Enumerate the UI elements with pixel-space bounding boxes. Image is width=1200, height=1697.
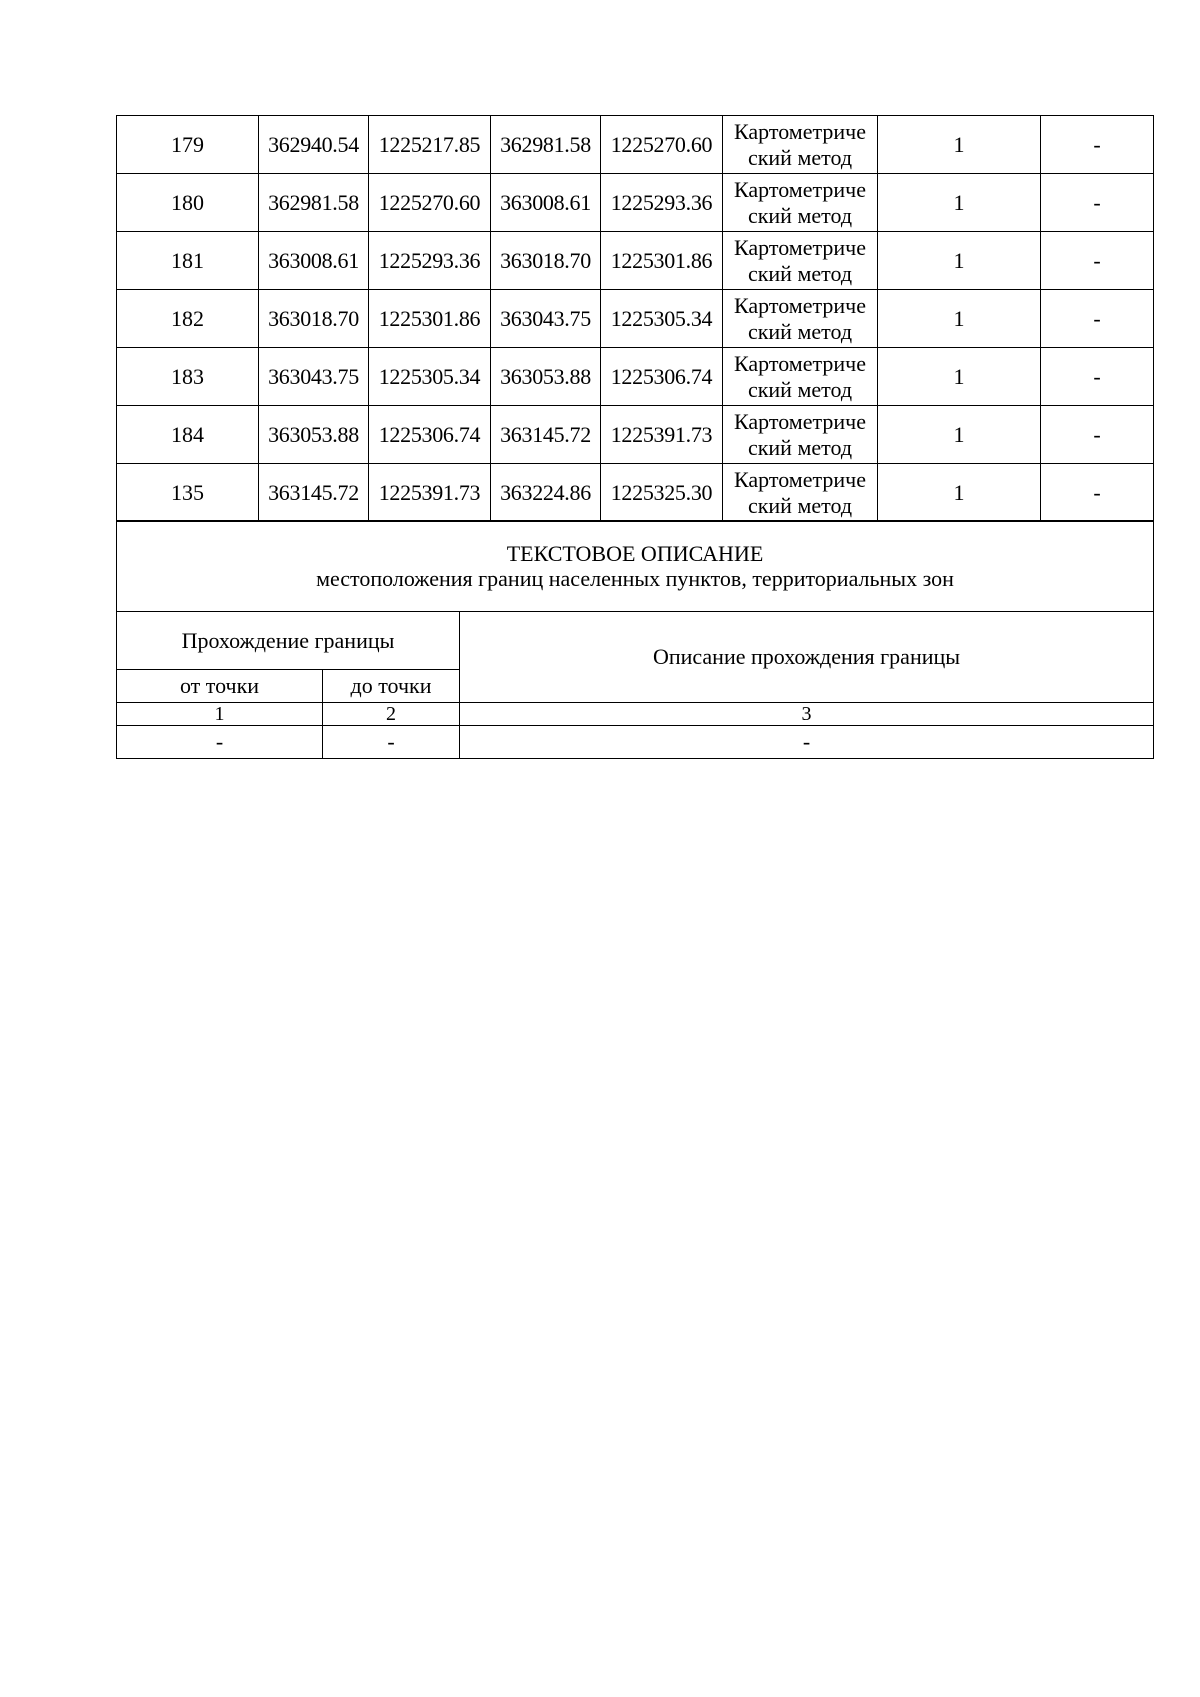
point-number-cell: 184 <box>117 406 259 464</box>
point-number-cell: 135 <box>117 464 259 522</box>
y-end-cell: 1225391.73 <box>601 406 723 464</box>
x-start-cell: 363018.70 <box>259 290 369 348</box>
y-start-cell: 1225305.34 <box>369 348 491 406</box>
method-line-1: Картометриче <box>734 177 866 203</box>
to-point-header: до точки <box>323 670 460 703</box>
note-cell: - <box>1041 406 1154 464</box>
method-line-1: Картометриче <box>734 119 866 145</box>
column-number-row <box>117 703 1154 726</box>
accuracy-cell: 1 <box>878 406 1041 464</box>
method-cell <box>723 174 878 232</box>
point-number-cell: 183 <box>117 348 259 406</box>
method-line-2: ский метод <box>747 318 853 344</box>
x-start-cell: 363043.75 <box>259 348 369 406</box>
table-row <box>117 174 1154 232</box>
y-end-cell: 1225325.30 <box>601 464 723 522</box>
y-end-cell: 1225293.36 <box>601 174 723 232</box>
boundary-passage-header: Прохождение границы <box>117 612 460 670</box>
point-number-cell: 180 <box>117 174 259 232</box>
accuracy-cell: 1 <box>878 174 1041 232</box>
method-cell <box>723 232 878 290</box>
y-end-cell: 1225270.60 <box>601 116 723 174</box>
column-number-3: 3 <box>460 703 1154 726</box>
x-start-cell: 362940.54 <box>259 116 369 174</box>
table-row <box>117 726 1154 759</box>
to-point-cell: - <box>323 726 460 759</box>
boundary-description-table <box>116 520 1154 759</box>
method-line-1: Картометриче <box>734 467 866 493</box>
table-row <box>117 232 1154 290</box>
note-cell: - <box>1041 348 1154 406</box>
method-cell <box>723 464 878 522</box>
method-line-2: ский метод <box>747 144 853 170</box>
x-start-cell: 362981.58 <box>259 174 369 232</box>
description-cell: - <box>460 726 1154 759</box>
coordinates-table-body <box>117 116 1154 522</box>
method-cell <box>723 290 878 348</box>
method-line-1: Картометриче <box>734 409 866 435</box>
point-number-cell: 182 <box>117 290 259 348</box>
accuracy-cell: 1 <box>878 116 1041 174</box>
accuracy-cell: 1 <box>878 348 1041 406</box>
y-start-cell: 1225293.36 <box>369 232 491 290</box>
y-start-cell: 1225301.86 <box>369 290 491 348</box>
y-start-cell: 1225306.74 <box>369 406 491 464</box>
method-line-1: Картометриче <box>734 293 866 319</box>
x-start-cell: 363053.88 <box>259 406 369 464</box>
method-line-1: Картометриче <box>734 235 866 261</box>
x-end-cell: 363145.72 <box>491 406 601 464</box>
from-point-header: от точки <box>117 670 323 703</box>
note-cell: - <box>1041 174 1154 232</box>
point-number-cell: 181 <box>117 232 259 290</box>
x-end-cell: 363053.88 <box>491 348 601 406</box>
column-number-1: 1 <box>117 703 323 726</box>
y-start-cell: 1225270.60 <box>369 174 491 232</box>
method-line-2: ский метод <box>747 202 853 228</box>
method-line-2: ский метод <box>747 376 853 402</box>
table-row <box>117 406 1154 464</box>
method-line-2: ский метод <box>747 260 853 286</box>
method-cell <box>723 348 878 406</box>
x-start-cell: 363008.61 <box>259 232 369 290</box>
note-cell: - <box>1041 290 1154 348</box>
coordinates-table <box>116 115 1154 522</box>
accuracy-cell: 1 <box>878 232 1041 290</box>
y-start-cell: 1225217.85 <box>369 116 491 174</box>
method-line-2: ский метод <box>747 492 853 518</box>
table-row <box>117 290 1154 348</box>
column-header-row <box>117 612 1154 670</box>
x-end-cell: 363018.70 <box>491 232 601 290</box>
table-row <box>117 464 1154 522</box>
method-cell <box>723 406 878 464</box>
point-number-cell: 179 <box>117 116 259 174</box>
note-cell: - <box>1041 464 1154 522</box>
section-subtitle: местоположения границ населенных пунктов, территориальных зон <box>316 566 954 591</box>
x-end-cell: 363043.75 <box>491 290 601 348</box>
from-point-cell: - <box>117 726 323 759</box>
description-header-row <box>117 521 1154 612</box>
note-cell: - <box>1041 232 1154 290</box>
y-end-cell: 1225305.34 <box>601 290 723 348</box>
accuracy-cell: 1 <box>878 290 1041 348</box>
x-start-cell: 363145.72 <box>259 464 369 522</box>
table-row <box>117 116 1154 174</box>
y-end-cell: 1225306.74 <box>601 348 723 406</box>
column-number-2: 2 <box>323 703 460 726</box>
x-end-cell: 362981.58 <box>491 116 601 174</box>
x-end-cell: 363008.61 <box>491 174 601 232</box>
accuracy-cell: 1 <box>878 464 1041 522</box>
y-start-cell: 1225391.73 <box>369 464 491 522</box>
section-title: ТЕКСТОВОЕ ОПИСАНИЕ <box>506 540 764 566</box>
table-row <box>117 348 1154 406</box>
note-cell: - <box>1041 116 1154 174</box>
y-end-cell: 1225301.86 <box>601 232 723 290</box>
method-line-2: ский метод <box>747 434 853 460</box>
passage-description-header: Описание прохождения границы <box>460 612 1154 703</box>
method-line-1: Картометриче <box>734 351 866 377</box>
description-header <box>117 521 1154 612</box>
method-cell <box>723 116 878 174</box>
x-end-cell: 363224.86 <box>491 464 601 522</box>
